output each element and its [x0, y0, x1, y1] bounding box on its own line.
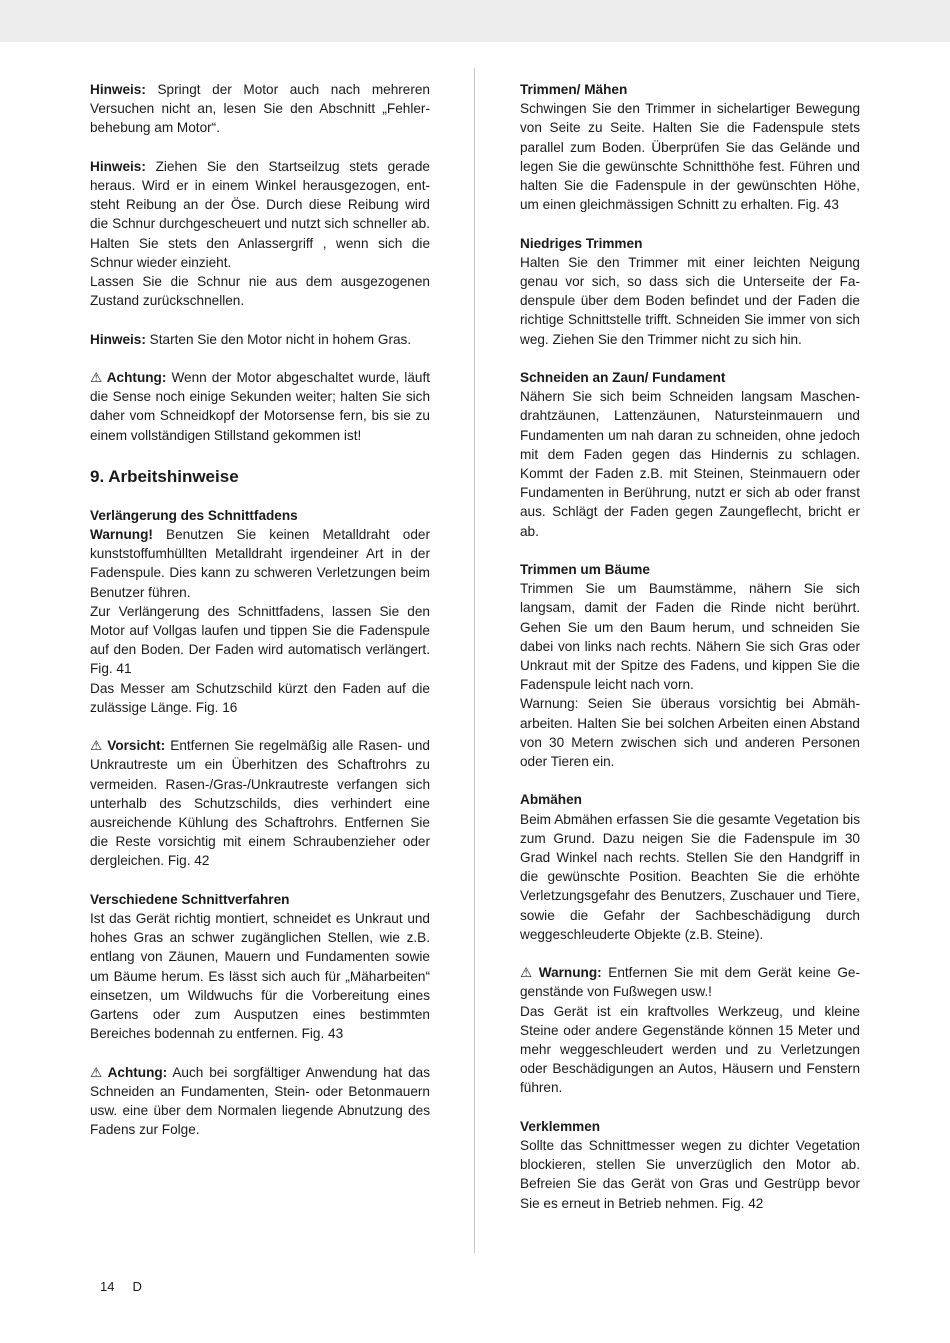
- zaun-fundament-paragraph: Nähern Sie sich beim Schneiden langsam Maschendrahtzäunen, Lattenzäunen, Natursteinmauern und Fundamenten um nah daran zu schneiden, ohne jedoch mit dem Faden gegen das Hindernis zu schlagen. Kommt der Faden z.B. mit Steinen, Steinmauern oder Fundamenten in Berührung, nutzt er sich ab oder franst aus. Schlägt der Faden gegen Zaungeflecht, bricht er ab.: [520, 389, 860, 539]
- schnittverfahren-paragraph: Ist das Gerät richtig montiert, schneidet es Unkraut und hohes Gras an schwer zugänglichen Stellen, wie z.B. entlang von Zäunen, Mauern und Fundamenten sowie um Bäume herum. Es lässt sich auch für „Mäharbeiten“ einsetzen, um Wildwuchs für die Vorbereitung eines Gartens oder zum Ausputzen eines bestimmten Bereiches bodennah zu entfernen. Fig. 43: [90, 911, 430, 1042]
- vorsicht-text: Entfernen Sie regelmäßig alle Rasen- und Unkrautreste um ein Überhitzen des Schaftrohrs zu vermeiden. Rasen-/Gras-/Unkrautreste verfangen sich unterhalb des Schutzschilds, dies verhindert eine ausreichende Kühlung des Schaftrohrs. Entfernen Sie die Reste vorsichtig mit einem Schraubenzieher oder dergleichen. Fig. 42: [90, 738, 430, 869]
- heading-niedriges-trimmen: Niedriges Trimmen: [520, 235, 643, 251]
- warnung-label: Warnung!: [90, 527, 153, 543]
- warnung-metalldraht-paragraph: [90, 525, 430, 602]
- verlaengerung-paragraph-3: Das Messer am Schutzschild kürzt den Faden auf die zulässige Länge. Fig. 16: [90, 680, 430, 715]
- heading-verklemmen: Verklemmen: [520, 1118, 601, 1134]
- right-column: [520, 80, 860, 1213]
- left-column: [90, 80, 430, 1139]
- achtung-label: Achtung:: [102, 370, 167, 385]
- page-footer: [100, 1279, 160, 1294]
- warning-triangle-icon: ⚠: [90, 1064, 103, 1080]
- hinweis-label: Hinweis:: [90, 82, 146, 97]
- trimmen-baeume-paragraph: Trimmen Sie um Baumstämme, nähern Sie sich langsam, damit der Faden die Rinde nicht berührt. Gehen Sie um den Baum herum, und schneiden Sie dabei von links nach rechts. Nähern Sie sich Gras oder Unkraut mit der Spitze des Fadens, und kippen Sie die Fadenspule leicht nach vorn.: [520, 581, 860, 693]
- hinweis-label: Hinweis:: [90, 331, 146, 347]
- section-title-arbeitshinweise: 9. Arbeitshinweise: [90, 466, 239, 486]
- heading-trimmen-baeume: Trimmen um Bäume: [520, 562, 650, 578]
- startseil-paragraph-2: Lassen Sie die Schnur nie aus dem ausgezogenen Zustand zurückschnellen.: [90, 274, 430, 309]
- achtung-motor-paragraph: [90, 368, 430, 445]
- achtung-label: Achtung:: [102, 1064, 168, 1080]
- warning-triangle-icon: ⚠: [90, 370, 103, 385]
- heading-zaun-fundament: Schneiden an Zaun/ Fundament: [520, 370, 726, 386]
- heading-verlaengerung: Verlängerung des Schnittfadens: [90, 507, 298, 523]
- verlaengerung-paragraph-2: Zur Verlängerung des Schnittfadens, lassen Sie den Motor auf Vollgas laufen und tippen Sie die Fadenspule auf den Boden. Der Faden wird automatisch verlängert. Fig. 41: [90, 603, 430, 677]
- niedriges-trimmen-paragraph: Halten Sie den Trimmer mit einer leichten Neigung genau vor sich, so dass sich die Unterseite der Fadenspule über dem Boden befindet und der Faden die richtige Schnittstelle trifft. Schneiden Sie immer von sich weg. Ziehen Sie den Trimmer nicht zu sich hin.: [520, 254, 860, 347]
- heading-schnittverfahren: Verschiedene Schnittverfahren: [90, 891, 290, 907]
- hinweis-motor-paragraph: [90, 80, 430, 138]
- achtung-text: Auch bei sorgfältiger Anwendung hat das Schneiden an Fundamenten, Stein- oder Betonmauern usw. eine über dem Normalen liegende Abnutzung des Fadens zur Folge.: [90, 1064, 430, 1138]
- hinweis-gras-paragraph: [90, 330, 430, 349]
- achtung-abnutzung-paragraph: [90, 1063, 430, 1140]
- hinweis-label: Hinweis:: [90, 158, 146, 174]
- warnung-fusswege-paragraph: [520, 963, 860, 1001]
- verklemmen-paragraph: Sollte das Schnittmesser wegen zu dichter Vegetation blockieren, stellen Sie unverzüglich den Motor ab. Befreien Sie das Gerät von Gras und Gestrüpp bevor Sie es erneut in Betrieb nehmen. Fig. 42: [520, 1138, 860, 1211]
- achtung-text: Wenn der Motor abgeschaltet wurde, läuft die Sense noch einige Sekunden weiter; halten Sie sich daher vom Schneidkopf der Motorsense fern, bis sie zu einem vollständigen Stillstand gekommen ist!: [90, 370, 430, 443]
- warning-triangle-icon: ⚠: [90, 738, 103, 754]
- trimmen-maehen-paragraph: Schwingen Sie den Trimmer in sichelartiger Bewegung von Seite zu Seite. Halten Sie die Fadenspule stets parallel zum Boden. Überprüfen Sie das Gelände und legen Sie die gewünschte Schnitthöhe fest. Führen und halten Sie die Fadenspule in der gewünschten Höhe, um einen gleichmässigen Schnitt zu erhalten. Fig. 43: [520, 101, 860, 213]
- language-code: D: [132, 1279, 142, 1294]
- warnung-text: Entfernen Sie mit dem Gerät keine Gegenstände von Fußwegen usw.!: [520, 965, 860, 1000]
- warnung-text: Benutzen Sie keinen Metalldraht oder kunststoffumhüllten Metalldraht irgendeiner Art in der Fadenspule. Dies kann zu schweren Verletzungen beim Benutzer führen.: [90, 527, 430, 600]
- heading-abmaehen: Abmähen: [520, 792, 582, 808]
- warnung-label: Warnung:: [532, 965, 602, 981]
- abmaehen-paragraph: Beim Abmähen erfassen Sie die gesamte Vegetation bis zum Grund. Dazu neigen Sie die Fadenspule im 30 Grad Winkel nach rechts. Stellen Sie den Handgriff in die gewünschte Position. Beachten Sie die erhöhte Verletzungsgefahr des Benutzers, Zuschauer und Tiere, sowie die Gefahr der Sachbeschädigung durch weggeschleuderte Objekte (z.B. Steine).: [520, 811, 860, 942]
- werkzeug-paragraph: Das Gerät ist ein kraftvolles Werkzeug, und kleine Steine oder andere Gegenstände können 15 Meter und mehr weggeschleudert werden und zu Verletzungen oder Beschädigungen an Autos, Häusern und Fenstern führen.: [520, 1003, 860, 1096]
- page-number: 14: [100, 1279, 115, 1294]
- hinweis-text: Springt der Motor auch nach mehreren Versuchen nicht an, lesen Sie den Abschnitt „Fehlerbehebung am Motor“.: [90, 82, 430, 136]
- hinweis-text: Starten Sie den Motor nicht in hohem Gras.: [145, 331, 412, 347]
- page-top-band: [0, 0, 950, 42]
- heading-trimmen-maehen: Trimmen/ Mähen: [520, 82, 628, 97]
- trimmen-baeume-warnung-paragraph: Warnung: Seien Sie überaus vorsichtig bei Abmäharbeiten. Halten Sie bei solchen Arbeiten einen Abstand von 30 Metern zwischen sich und anderen Personen oder Tieren ein.: [520, 696, 860, 770]
- vorsicht-paragraph: [90, 736, 430, 870]
- hinweis-text: Ziehen Sie den Startseilzug stets gerade heraus. Wird er in einem Winkel herausgezogen, entsteht Reibung an der Öse. Durch diese Reibung wird die Schnur durchgescheuert und nutzt sich schneller ab. Halten Sie stets den Anlassergriff , wenn sich die Schnur wieder einzieht.: [90, 158, 430, 270]
- vorsicht-label: Vorsicht:: [102, 738, 166, 754]
- column-divider: [474, 68, 475, 1253]
- warning-triangle-icon: ⚠: [520, 965, 533, 981]
- hinweis-startseil-paragraph: [90, 157, 430, 272]
